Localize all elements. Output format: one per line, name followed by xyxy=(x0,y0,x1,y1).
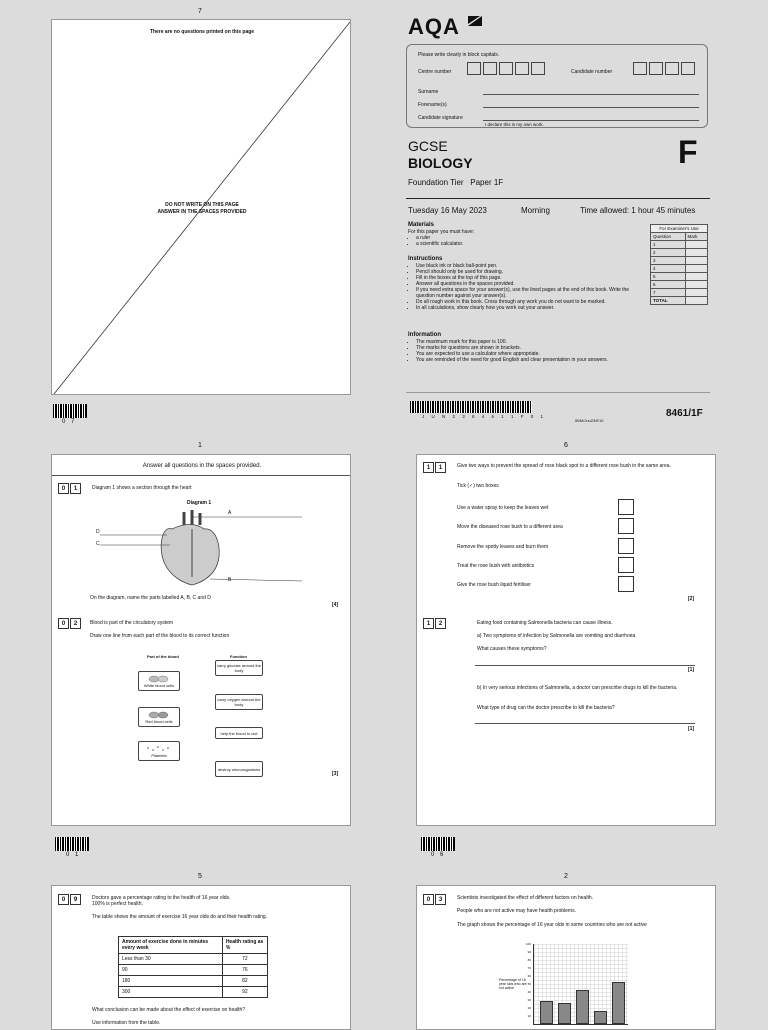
option-3-checkbox[interactable] xyxy=(618,538,634,554)
chart-ylabel: Percentage of 16 year olds who are not active xyxy=(499,978,527,990)
page-number: 1 xyxy=(198,442,202,449)
chart-bar xyxy=(612,982,625,1024)
candidate-box xyxy=(406,44,708,128)
list-item: • Use black ink or black ball-point pen. xyxy=(416,263,648,269)
table-row: 300 92 xyxy=(119,987,268,998)
barcode-label: 0 6 xyxy=(431,852,446,858)
q02-text: Blood is part of the circulatory system xyxy=(90,620,174,626)
tick-label: 90 xyxy=(527,950,531,954)
q09-use: Use information from the table. xyxy=(92,1020,161,1026)
barcode xyxy=(53,404,87,418)
table-row: 4 xyxy=(651,265,708,273)
information-list xyxy=(408,339,648,363)
q11-text: Give two ways to prevent the spread of rose black spot to a different rose bush in the same area. xyxy=(457,463,671,469)
page-heading: There are no questions printed on this page xyxy=(149,29,255,35)
col-header: Amount of exercise done in minutes every week xyxy=(119,937,223,954)
option-5: Give the rose bush liquid fertiliser xyxy=(457,582,531,588)
page-2 xyxy=(416,885,716,1030)
q12b-question: What type of drug can the doctor prescribe to kill the bacteria? xyxy=(477,705,615,711)
subject-biology: BIOLOGY xyxy=(408,155,473,171)
q12a-text: a) Two symptoms of infection by Salmonella are vomiting and diarrhoea xyxy=(477,633,636,639)
col-function: Function xyxy=(230,654,247,659)
materials-list xyxy=(408,235,636,247)
label-c: C xyxy=(96,541,100,547)
answer-line[interactable] xyxy=(475,723,695,724)
label-a: A xyxy=(228,510,232,516)
table-row: 3 xyxy=(651,257,708,265)
page-number: 7 xyxy=(198,8,202,15)
tick-label: 50 xyxy=(527,982,531,986)
logo-mark-icon xyxy=(466,14,484,28)
divider xyxy=(406,198,710,199)
option-1-checkbox[interactable] xyxy=(618,499,634,515)
table-row: 2 xyxy=(651,249,708,257)
table-row: TOTAL xyxy=(651,297,708,305)
q03-text-2: People who are not active may have health problems. xyxy=(457,908,576,914)
table-row: Less than 30 72 xyxy=(119,954,268,965)
page-header: Answer all questions in the spaces provided. xyxy=(142,463,262,469)
q09-question: What conclusion can be made about the effect of exercise on health? xyxy=(92,1007,246,1013)
page-number: 5 xyxy=(198,873,202,880)
q12-text: Eating food containing Salmonella bacteria can cause illness. xyxy=(477,620,613,626)
diagram-title: Diagram 1 xyxy=(187,500,212,506)
tick-label: 100 xyxy=(525,942,531,946)
instructions-head: Instructions xyxy=(408,256,443,262)
list-item: • Answer all questions in the spaces provided. xyxy=(416,281,648,287)
barcode-label: 0 1 xyxy=(66,852,81,858)
q02-instruction: Draw one line from each part of the blood to its correct function xyxy=(90,633,230,639)
tier-letter: F xyxy=(678,134,698,170)
table-row: 180 82 xyxy=(119,976,268,987)
forenames-field[interactable] xyxy=(483,107,699,108)
option-2: Move the diseased rose bush to a different area xyxy=(457,524,563,530)
option-1: Use a water spray to keep the leaves wet xyxy=(457,505,549,511)
surname-label: Surname xyxy=(418,89,439,95)
col-header: Mark xyxy=(685,233,708,241)
tick-label: 70 xyxy=(527,966,531,970)
q03-text-3: The graph shows the percentage of 16 year olds in some countries who are not active xyxy=(457,922,647,928)
divider xyxy=(52,475,351,476)
signature-label: Candidate signature xyxy=(418,115,463,121)
information-head: Information xyxy=(408,332,441,338)
subject-gcse: GCSE xyxy=(408,138,448,154)
chart-bar xyxy=(576,990,589,1024)
function-glucose[interactable]: carry glucose around the body xyxy=(215,660,263,676)
q09-text-3: The table shows the amount of exercise 16 year olds do and their health rating. xyxy=(92,914,268,920)
list-item: • Fill in the boxes at the top of this page. xyxy=(416,275,648,281)
tick-label: 60 xyxy=(527,974,531,978)
page-number: 6 xyxy=(564,442,568,449)
question-number: 0 2 xyxy=(58,618,82,629)
col-part: Part of the blood xyxy=(147,654,179,659)
barcode-label: J U N 2 3 8 4 6 1 1 F 0 1 xyxy=(422,414,547,419)
function-clot[interactable]: help the blood to clot xyxy=(215,727,263,739)
q12a-question: What causes these symptoms? xyxy=(477,646,547,652)
centre-number-field[interactable] xyxy=(467,62,547,80)
list-item: • The maximum mark for this paper is 100. xyxy=(416,339,648,345)
q12b-text: b) In very serious infections of Salmonella, a doctor can prescribe drugs to kill the bacteria. xyxy=(477,685,678,691)
list-item: • a scientific calculator. xyxy=(416,241,636,247)
time-allowed: Time allowed: 1 hour 45 minutes xyxy=(580,206,696,215)
q01-text: Diagram 1 shows a section through the heart xyxy=(92,485,192,491)
option-3: Remove the spotty leaves and burn them xyxy=(457,544,549,550)
divider xyxy=(406,392,710,393)
col-header: Question xyxy=(651,233,686,241)
health-table xyxy=(118,936,268,998)
paper-code: 8461/1F xyxy=(666,408,703,419)
do-not-write: DO NOT WRITE ON THIS PAGE xyxy=(165,202,239,208)
candidate-number-label: Candidate number xyxy=(571,69,613,75)
list-item: • In all calculations, show clearly how you work out your answer. xyxy=(416,305,648,311)
bar-chart xyxy=(533,944,628,1025)
label-b: B xyxy=(228,577,232,583)
option-5-checkbox[interactable] xyxy=(618,576,634,592)
q09-text-1: Doctors gave a percentage rating to the health of 16 year olds. xyxy=(92,895,231,901)
signature-field[interactable] xyxy=(483,120,699,121)
table-row: 6 xyxy=(651,281,708,289)
page-7 xyxy=(51,19,351,395)
barcode xyxy=(410,401,532,413)
barcode xyxy=(421,837,455,851)
list-item: • a ruler xyxy=(416,235,636,241)
table-row: 7 xyxy=(651,289,708,297)
page-number: 2 xyxy=(564,873,568,880)
declaration: I declare this is my own work. xyxy=(485,122,544,127)
heart-diagram xyxy=(92,507,312,587)
mark: [1] xyxy=(688,726,695,732)
answer-spaces-note: ANSWER IN THE SPACES PROVIDED xyxy=(157,209,247,215)
table-row: 1 xyxy=(651,241,708,249)
col-header: Health rating as % xyxy=(222,937,267,954)
examiner-head: For Examiner's Use xyxy=(651,225,708,233)
q01-instruction: On the diagram, name the parts labelled A, B, C and D xyxy=(90,595,211,601)
list-item: • You are expected to use a calculator where appropriate. xyxy=(416,351,648,357)
chart-bar xyxy=(594,1011,607,1024)
function-destroy[interactable]: destroy microorganisms xyxy=(215,761,263,777)
candidate-number-field[interactable] xyxy=(633,62,697,80)
list-item: • If you need extra space for your answer(s), use the lined pages at the end of this book. Write the question number against your answer(s). xyxy=(416,287,648,299)
q11-tick-instruction: Tick (✓) two boxes xyxy=(457,483,499,489)
q09-text-2: 100% is perfect health. xyxy=(92,901,143,907)
mark: [2] xyxy=(688,596,695,602)
mark: [4] xyxy=(332,602,339,608)
tick-label: 30 xyxy=(527,998,531,1002)
option-2-checkbox[interactable] xyxy=(618,518,634,534)
question-number: 0 3 xyxy=(423,894,447,905)
materials-intro: For this paper you must have: xyxy=(408,229,475,235)
tick-label: 40 xyxy=(527,990,531,994)
question-number: 1 2 xyxy=(423,618,447,629)
page-5 xyxy=(51,885,351,1030)
list-item: • The marks for questions are shown in brackets. xyxy=(416,345,648,351)
chart-bar xyxy=(540,1001,553,1024)
part-red-cells[interactable]: Red blood cells xyxy=(138,707,180,727)
list-item: • Pencil should only be used for drawing. xyxy=(416,269,648,275)
option-4: Treat the rose bush with antibiotics xyxy=(457,563,535,569)
option-4-checkbox[interactable] xyxy=(618,557,634,573)
function-oxygen[interactable]: carry oxygen around the body xyxy=(215,694,263,710)
question-number: 1 1 xyxy=(423,462,447,473)
mark: [1] xyxy=(688,667,695,673)
tier: Foundation Tier Paper 1F xyxy=(408,178,504,187)
session: Morning xyxy=(521,206,550,215)
list-item: • You are reminded of the need for good English and clear presentation in your answers. xyxy=(416,357,648,363)
tick-label: 20 xyxy=(527,1006,531,1010)
small-code: IB/M/Jun23/E10 xyxy=(575,418,604,423)
table-row: 90 76 xyxy=(119,965,268,976)
aqa-logo: AQA xyxy=(408,14,460,39)
question-number: 0 1 xyxy=(58,483,82,494)
question-number: 0 9 xyxy=(58,894,82,905)
page-6 xyxy=(416,454,716,826)
list-item: • Do all rough work in this book. Cross through any work you do not want to be marked. xyxy=(416,299,648,305)
exam-date: Tuesday 16 May 2023 xyxy=(408,206,487,215)
table-row: 5 xyxy=(651,273,708,281)
page-1 xyxy=(51,454,351,826)
mark: [3] xyxy=(332,771,339,777)
answer-line[interactable] xyxy=(475,665,695,666)
part-platelets[interactable]: Platelets xyxy=(138,741,180,761)
centre-number-label: Centre number xyxy=(418,69,452,75)
materials-head: Materials xyxy=(408,222,435,228)
chart-yticks xyxy=(517,942,531,1022)
surname-field[interactable] xyxy=(483,94,699,95)
barcode xyxy=(55,837,89,851)
barcode-label: 0 7 xyxy=(62,419,77,425)
capitals-note: Please write clearly in block capitals. xyxy=(418,52,500,58)
label-d: D xyxy=(96,529,100,535)
chart-bar xyxy=(558,1003,571,1024)
tick-label: 10 xyxy=(527,1014,531,1018)
tick-label: 80 xyxy=(527,958,531,962)
examiner-table xyxy=(650,224,708,305)
instructions-list xyxy=(408,263,648,311)
q03-text-1: Scientists investigated the effect of different factors on health. xyxy=(457,895,594,901)
part-white-cells[interactable]: White blood cells xyxy=(138,671,180,691)
forenames-label: Forename(s) xyxy=(418,102,447,108)
